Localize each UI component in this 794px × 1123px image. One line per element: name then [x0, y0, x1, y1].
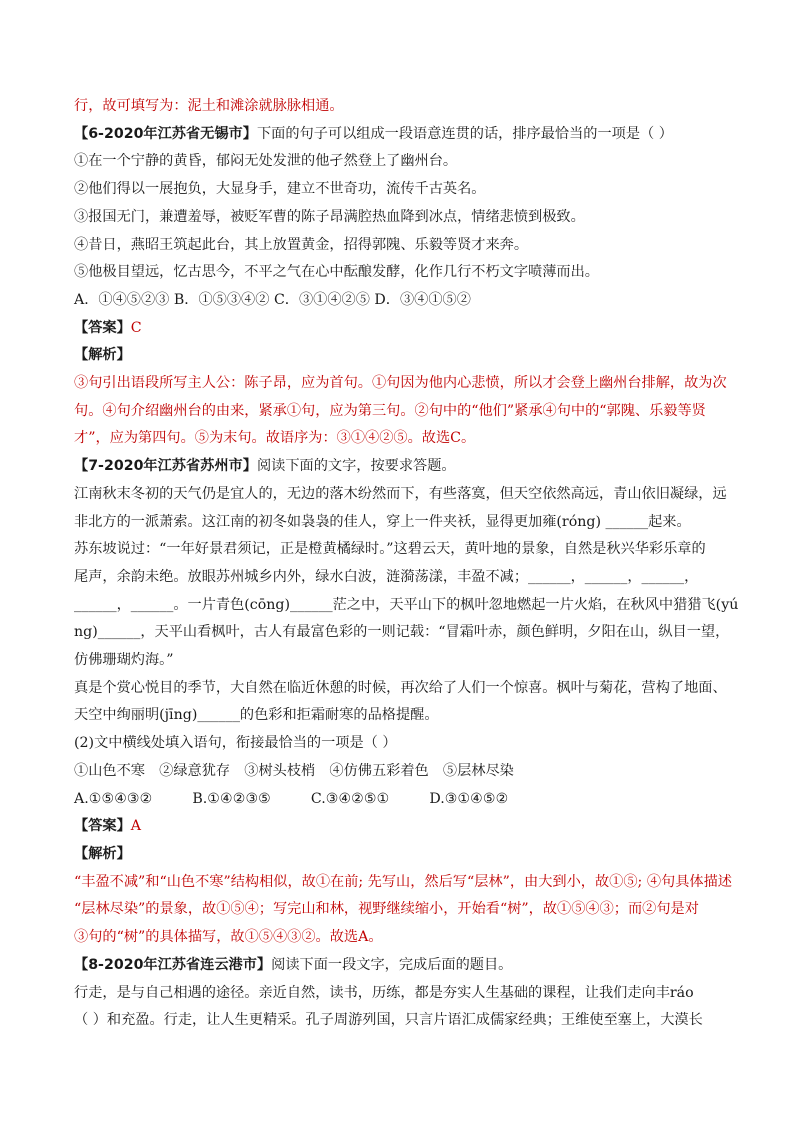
q7-answer — [74, 813, 724, 841]
q7-option-a: A.①⑤④③② — [74, 790, 153, 807]
q7-explanation-line-2: “层林尽染”的景象，故①⑤④；写完山和林，视野继续缩小，开始看“树”，故①⑤④③；而②句是对 — [74, 901, 699, 918]
q7-explanation-line-1: “丰盈不减”和“山色不寒”结构相似，故①在前; 先写山，然后写“层林”，由大到小，故①⑤; ④句具体描述 — [74, 873, 732, 890]
q7-options — [74, 786, 724, 814]
q7-passage-line-3: 苏东坡说过：“一年好景君须记，正是橙黄橘绿时。”这碧云天，黄叶地的景象，自然是秋兴华彩乐章的 — [74, 541, 706, 558]
q7-header — [74, 453, 724, 481]
q7-passage-line-4: 尾声，余韵未绝。放眼苏州城乡内外，绿水白波，涟漪荡漾，丰盈不减；______，______，______， — [74, 568, 699, 585]
q6-source-tag: 【6-2020年江苏省无锡市】 — [74, 125, 257, 142]
q8-header — [74, 952, 724, 980]
q6-header — [74, 121, 724, 149]
q7-passage-line-2: 非北方的一派萧索。这江南的初冬如袅袅的佳人，穿上一件夹袄，显得更加雍(róng) ______起来。 — [74, 513, 691, 530]
answer-value: C — [130, 319, 142, 336]
q6-answer — [74, 315, 724, 343]
answer-value: A — [130, 818, 142, 835]
q6-stem: 下面的句子可以组成一段语意连贯的话，排序最恰当的一项是（ ） — [256, 125, 673, 142]
q6-sentence-3: ③报国无门，兼遭羞辱，被贬军曹的陈子昂满腔热血降到冰点，情绪悲愤到极致。 — [74, 208, 585, 225]
prev-answer-tail: 行，故可填写为：泥土和滩涂就脉脉相通。 — [74, 98, 344, 114]
q7-option-d: D.③①④⑤② — [429, 790, 509, 807]
q7-items: ①山色不寒 ②绿意犹存 ③树头枝梢 ④仿佛五彩着色 ⑤层林尽染 — [74, 762, 514, 779]
q7-source-tag: 【7-2020年江苏省苏州市】 — [74, 458, 257, 475]
q8-passage-line-2: （ ）和充盈。行走，让人生更精采。孔子周游列国，只言片语汇成儒家经典；王维使至塞上，大漠长 — [74, 1012, 703, 1029]
q6-options: A．①④⑤②③ B．①⑤③④② C．③①④②⑤ D．③④①⑤② — [74, 291, 471, 308]
answer-label: 【答案】 — [74, 818, 131, 835]
q8-source-tag: 【8-2020年江苏省连云港市】 — [74, 956, 272, 973]
q7-explanation-label: 【解析】 — [74, 845, 131, 862]
q6-sentence-2: ②他们得以一展抱负，大显身手，建立不世奇功，流传千古英名。 — [74, 181, 486, 198]
q7-passage-line-5: ______，______。一片青色(cōng)______茫之中，天平山下的枫叶忽地燃起一片火焰，在秋风中猎猎飞(yú — [74, 596, 739, 613]
q8-stem: 阅读下面一段文字，完成后面的题目。 — [271, 956, 513, 973]
q7-stem: 阅读下面的文字，按要求答题。 — [256, 458, 456, 475]
q7-passage-line-6: ng)______，天平山看枫叶，古人有最富色彩的一则记载：“冒霜叶赤，颜色鲜明，夕阳在山，纵目一望， — [74, 624, 730, 641]
q6-explanation-label: 【解析】 — [74, 347, 131, 364]
q7-option-b: B.①④②③⑤ — [192, 790, 271, 807]
q7-passage-line-1: 江南秋末冬初的天气仍是宜人的，无边的落木纷然而下，有些落寞，但天空依然高远，青山依旧凝绿，远 — [74, 485, 727, 502]
q6-sentence-4: ④昔日，燕昭王筑起此台，其上放置黄金，招得郭隗、乐毅等贤才来奔。 — [74, 236, 529, 253]
q7-passage-line-8: 真是个赏心悦目的季节，大自然在临近休憩的时候，再次给了人们一个惊喜。枫叶与菊花，营构了地面、 — [74, 679, 727, 696]
q7-passage-line-9: 天空中绚丽明(jīng)______的色彩和拒霜耐寒的品格提醒。 — [74, 707, 439, 724]
q6-explanation-line-3: 才”，应为第四句。⑤为末句。故语序为：③①④②⑤。故选C。 — [74, 430, 476, 447]
document-page — [74, 93, 739, 1035]
q7-passage-line-7: 仿佛珊瑚灼海。” — [74, 652, 174, 669]
q6-sentence-5: ⑤他极目望远，忆古思今，不平之气在心中酝酿发酵，化作几行不朽文字喷薄而出。 — [74, 264, 599, 281]
q7-subquestion: (2)文中横线处填入语句，衔接最恰当的一项是（ ） — [74, 735, 397, 752]
q8-passage-line-1: 行走，是与自己相遇的途径。亲近自然，读书，历练，都是夯实人生基础的课程，让我们走向丰ráo — [74, 984, 694, 1001]
q6-sentence-1: ①在一个宁静的黄昏，郁闷无处发泄的他孑然登上了幽州台。 — [74, 153, 458, 170]
answer-label: 【答案】 — [74, 319, 131, 336]
q6-explanation-line-1: ③句引出语段所写主人公：陈子昂，应为首句。①句因为他内心悲愤，所以才会登上幽州台排解，故为次 — [74, 375, 727, 392]
q7-option-c: C.③④②⑤① — [310, 790, 390, 807]
q6-explanation-line-2: 句。④句介绍幽州台的由来，紧承①句，应为第三句。②句中的“他们”紧承④句中的“郭隗、乐毅等贤 — [74, 402, 706, 419]
q7-explanation-line-3: ③句的“树”的具体描写，故①⑤④③②。故选A。 — [74, 929, 383, 946]
